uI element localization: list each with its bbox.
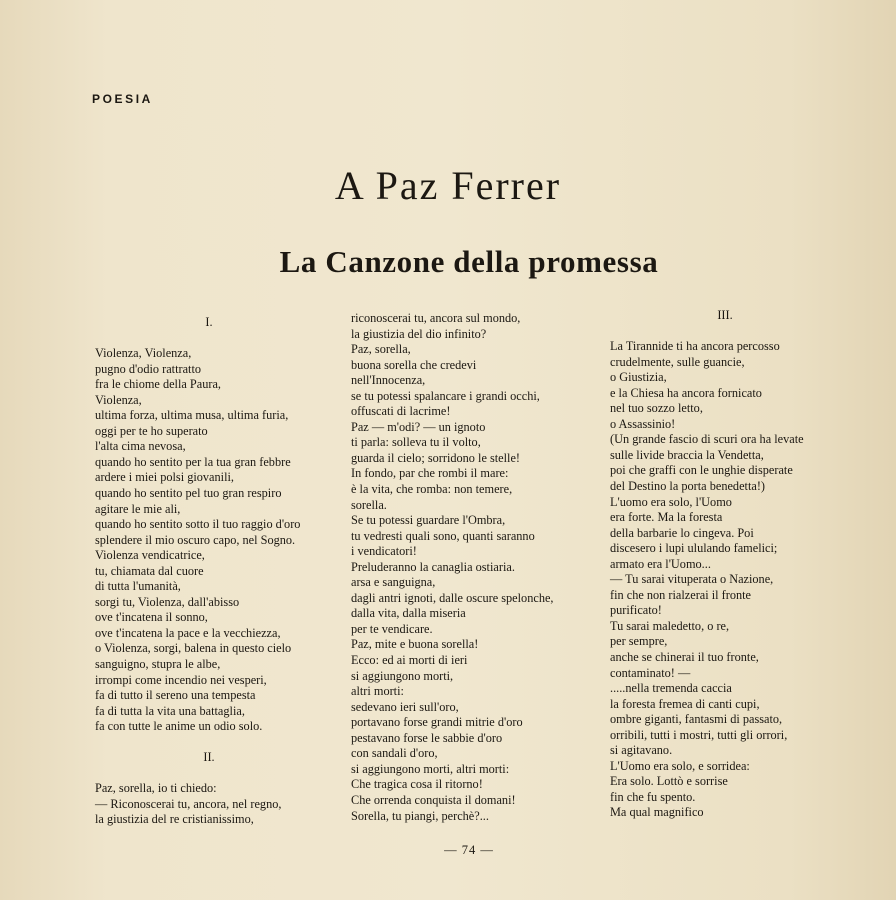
poem-line: la giustizia del dio infinito? xyxy=(351,326,487,341)
text-column-3 xyxy=(610,308,840,821)
poem-line: Che orrenda conquista il domani! xyxy=(351,792,516,807)
poem-line: l'alta cima nevosa, xyxy=(95,439,186,454)
poem-line: si agitavano. xyxy=(610,743,673,758)
poem-line: dalla vita, dalla miseria xyxy=(351,606,466,621)
poem-line: i vendicatori! xyxy=(351,544,417,559)
poem-line: crudelmente, sulle guancie, xyxy=(610,354,745,369)
poem-line: poi che graffi con le unghie disperate xyxy=(610,463,793,478)
poem-line: ti parla: solleva tu il volto, xyxy=(351,435,481,450)
poem-line: portavano forse grandi mitrie d'oro xyxy=(351,715,523,730)
poem-line: la foresta fremea di canti cupi, xyxy=(610,696,760,711)
poem-line: della barbarie lo cingeva. Poi xyxy=(610,525,754,540)
poem-line: Sorella, tu piangi, perchè?... xyxy=(351,808,489,823)
poem-line: o Assassinio! xyxy=(610,416,676,431)
poem-line: ultima forza, ultima musa, ultima furia, xyxy=(95,408,289,423)
poem-line: — Riconoscerai tu, ancora, nel regno, xyxy=(95,796,282,811)
poem-line: — Tu sarai vituperata o Nazione, xyxy=(610,572,774,587)
poem-line: riconoscerai tu, ancora sul mondo, xyxy=(351,311,521,325)
poem-line: si aggiungono morti, altri morti: xyxy=(351,761,510,776)
poem-line: Preluderanno la canaglia ostiaria. xyxy=(351,559,515,574)
poem-line: armato era l'Uomo... xyxy=(610,556,711,571)
stanza-gap xyxy=(95,331,323,347)
poem-line: oggi per te ho superato xyxy=(95,423,208,438)
poem-line: fa di tutto il sereno una tempesta xyxy=(95,688,256,703)
poem-line: fa di tutta la vita una battaglia, xyxy=(95,703,245,718)
poem-line: Violenza vendicatrice, xyxy=(95,548,205,563)
poem-line: Se tu potessi guardare l'Ombra, xyxy=(351,513,506,528)
text-column-1 xyxy=(95,315,323,828)
poem-line: guarda il cielo; sorridono le stelle! xyxy=(351,450,521,465)
poem-line: Paz — m'odi? — un ignoto xyxy=(351,419,486,434)
poem-line: per te vendicare. xyxy=(351,621,433,636)
poem-line: con sandali d'oro, xyxy=(351,746,438,761)
poem-line: era forte. Ma la foresta xyxy=(610,510,723,525)
poem-line: o Giustizia, xyxy=(610,370,667,385)
poem-line: ombre giganti, fantasmi di passato, xyxy=(610,712,783,727)
poem-line: sanguigno, stupra le albe, xyxy=(95,656,221,671)
poem-line: In fondo, par che rombi il mare: xyxy=(351,466,509,481)
poem-line: nel tuo sozzo letto, xyxy=(610,401,703,416)
poem-line: altri morti: xyxy=(351,684,404,699)
poem-line: Tu sarai maledetto, o re, xyxy=(610,618,730,633)
poem-line: (Un grande fascio di scuri ora ha levate xyxy=(610,432,804,447)
poem-line: offuscati di lacrime! xyxy=(351,404,451,419)
stanza-numeral: I. xyxy=(205,315,213,329)
poem-line: contaminato! — xyxy=(610,665,691,680)
poem-line: dagli antri ignoti, dalle oscure spelonche, xyxy=(351,590,554,605)
stanza-gap xyxy=(95,766,323,782)
poem-line: tu vedresti quali sono, quanti saranno xyxy=(351,528,535,543)
poem-line: quando ho sentito sotto il tuo raggio d'oro xyxy=(95,517,301,532)
poem-line: .....nella tremenda caccia xyxy=(610,681,732,696)
poem-line: o Violenza, sorgi, balena in questo cielo xyxy=(95,641,292,656)
poem-line: fin che non rialzerai il fronte xyxy=(610,587,752,602)
poem-line: è la vita, che romba: non temere, xyxy=(351,482,513,497)
poem-line: sedevano ieri sull'oro, xyxy=(351,699,459,714)
poem-line: discesero i lupi ululando famelici; xyxy=(610,541,778,556)
poem-line: ove t'incatena la pace e la vecchiezza, xyxy=(95,625,281,640)
poem-line: se tu potessi spalancare i grandi occhi, xyxy=(351,388,540,403)
poem-line: agitare le mie ali, xyxy=(95,501,181,516)
stanza-gap xyxy=(95,735,323,751)
poem-line: tu, chiamata dal cuore xyxy=(95,563,204,578)
poem-line: quando ho sentito per la tua gran febbre xyxy=(95,454,291,469)
poem-line: arsa e sanguigna, xyxy=(351,575,436,590)
poem-line: per sempre, xyxy=(610,634,668,649)
poem-line: Era solo. Lottò e sorrise xyxy=(610,774,728,789)
stanza-gap xyxy=(610,324,840,340)
poem-line: la giustizia del re cristianissimo, xyxy=(95,812,254,827)
poem-line: sorella. xyxy=(351,497,387,512)
poem-line: Che tragica cosa il ritorno! xyxy=(351,777,483,792)
poem-line: buona sorella che credevi xyxy=(351,357,477,372)
stanza-numeral: III. xyxy=(717,308,733,322)
text-column-2 xyxy=(351,311,585,824)
poem-line: La Tirannide ti ha ancora percosso xyxy=(610,339,780,354)
section-label: POESIA xyxy=(92,92,153,106)
poem-title: A Paz Ferrer xyxy=(334,163,562,208)
poem-line: di tutta l'umanità, xyxy=(95,579,181,594)
poem-line: L'uomo era solo, l'Uomo xyxy=(610,494,732,509)
stanza-numeral: II. xyxy=(203,750,215,765)
poem-line: ove t'incatena il sonno, xyxy=(95,610,208,625)
page-number: — 74 — xyxy=(444,843,494,857)
poem-line: sorgi tu, Violenza, dall'abisso xyxy=(95,594,240,609)
poem-line: ardere i miei polsi giovanili, xyxy=(95,470,234,485)
poem-line: L'Uomo era solo, e sorridea: xyxy=(610,758,750,773)
poem-line: pugno d'odio rattratto xyxy=(95,361,202,376)
poem-line: splendere il mio oscuro capo, nel Sogno. xyxy=(95,532,296,547)
poem-line: Ecco: ed ai morti di ieri xyxy=(351,653,468,668)
poem-line: fin che fu spento. xyxy=(610,789,696,804)
poem-line: anche se chinerai il tuo fronte, xyxy=(610,649,759,664)
poem-line: irrompi come incendio nei vesperi, xyxy=(95,672,267,687)
poem-line: si aggiungono morti, xyxy=(351,668,454,683)
poem-line: quando ho sentito pel tuo gran respiro xyxy=(95,485,282,500)
poem-line: Paz, sorella, io ti chiedo: xyxy=(95,781,217,796)
poem-line: purificato! xyxy=(610,603,662,618)
poem-line: del Destino la porta benedetta!) xyxy=(610,478,766,493)
poem-line: Violenza, xyxy=(95,392,142,407)
poem-subtitle: La Canzone della promessa xyxy=(279,244,659,279)
poem-line: Paz, mite e buona sorella! xyxy=(351,637,479,652)
poem-line: Paz, sorella, xyxy=(351,342,411,357)
poem-line: fa con tutte le anime un odio solo. xyxy=(95,719,263,734)
poem-line: e la Chiesa ha ancora fornicato xyxy=(610,385,762,400)
poem-line: nell'Innocenza, xyxy=(351,373,426,388)
poem-line: Ma qual magnifico xyxy=(610,805,704,820)
poem-line: sulle livide braccia la Vendetta, xyxy=(610,447,764,462)
poem-line: pestavano forse le sabbie d'oro xyxy=(351,730,503,745)
poem-line: fra le chiome della Paura, xyxy=(95,377,221,392)
poem-line: orribili, tutti i mostri, tutti gli orrori, xyxy=(610,727,788,742)
poem-line: Violenza, Violenza, xyxy=(95,346,192,361)
